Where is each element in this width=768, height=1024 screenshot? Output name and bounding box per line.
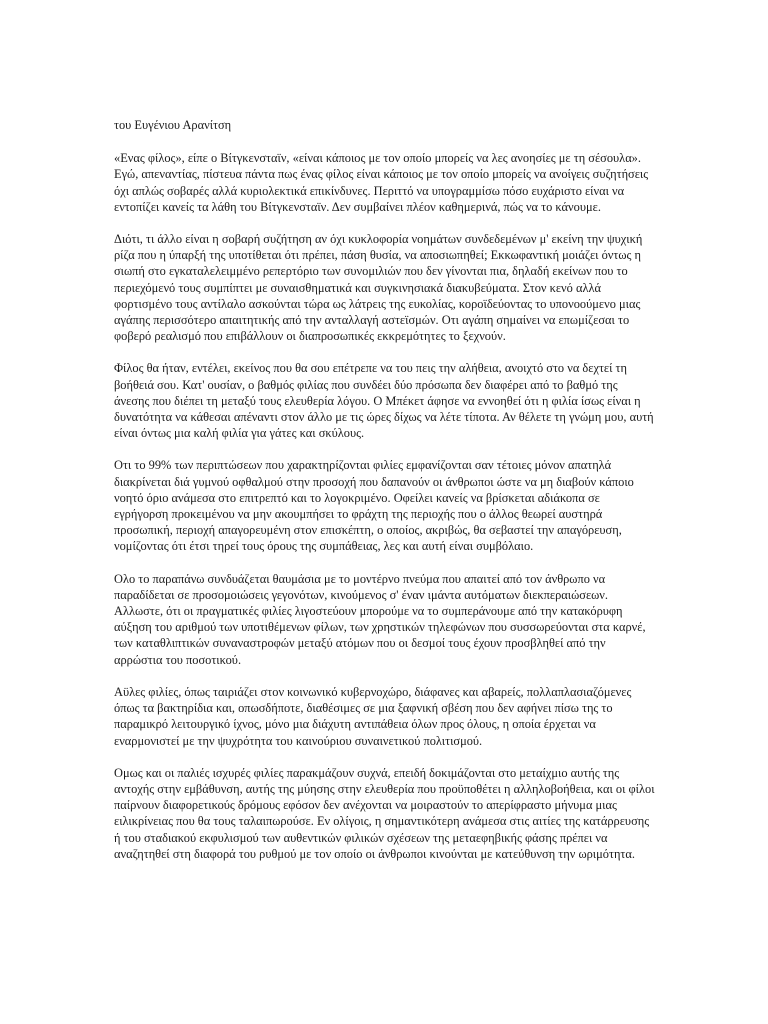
paragraph-2: Διότι, τι άλλο είναι η σοβαρή συζήτηση αν όχι κυκλοφορία νοημάτων συνδεδεμένων μ' εκείνη την ψυχική ρίζα που η ύπαρξή της υποτίθεται ότι πρέπει, πάση θυσία, να αποσιωπηθεί; Εκκωφαντική μοιάζει όντως η σιωπή στο εγκαταλελειμμένο ρεπερτόριο των συνομιλιών που δεν γίνονται πια, δηλαδή εκείνων που το περιεχόμενό τους συμπίπτει με συναισθηματικά και συγκινησιακά διακυβεύματα. Στον κενό αλλά φορτισμένο τους αντίλαλο ασκούνται τώρα ως λάτρεις της ευκολίας, κοροϊδεύοντας το υπονοούμενο μιας αγάπης περισσότερο απαιτητικής από την ανταλλαγή αστεϊσμών. Οτι αγάπη σημαίνει να επωμίζεσαι το φοβερό ρεαλισμό που επιβάλλουν οι διαπροσωπικές εκκρεμότητες το ξεχνούν. [114, 232, 643, 344]
paragraph-4: Οτι το 99% των περιπτώσεων που χαρακτηρίζονται φιλίες εμφανίζονται σαν τέτοιες μόνον απατηλά διακρίνεται διά γυμνού οφθαλμού στην προσοχή που δαπανούν οι άνθρωποι ώστε να μη διαβούν κάποιο νοητό όριο ανάμεσα στο επιτρεπτό και το λογοκριμένο. Οφείλει κανείς να βρίσκεται αδιάκοπα σε εγρήγορση προκειμένου να μην ακουμπήσει το φράχτη της περιοχής που ο άλλος θεωρεί αυστηρά προσωπική, περιοχή απαγορευμένη στον επισκέπτη, ο οποίος, ακριβώς, θα σεβαστεί την απαγόρευση, νομίζοντας ότι έτσι τηρεί τους όρους της συμπάθειας, λες και αυτή είναι συμβόλαιο. [114, 458, 634, 554]
paragraph-5: Ολο το παραπάνω συνδυάζεται θαυμάσια με το μοντέρνο πνεύμα που απαιτεί από τον άνθρωπο να παραδίδεται σε προσομοιώσεις γεγονότων, κινούμενος σ' έναν ιμάντα αυτόματων διεκπεραιώσεων. Αλλωστε, ότι οι πραγματικές φιλίες λιγοστεύουν μπορούμε να το συμπεράνουμε από την κατακόρυφη αύξηση του αριθμού των υποτιθέμενων φίλων, των χρηστικών τηλεφώνων που συσσωρεύονται στα καρνέ, των καταθλιπτικών συναναστροφών μεταξύ ατόμων που οι δεσμοί τους έχουν προσβληθεί από την αρρώστια του ποσοτικού. [114, 571, 646, 667]
author-line: του Ευγένιου Αρανίτση [114, 118, 232, 132]
paragraph-3: Φίλος θα ήταν, εντέλει, εκείνος που θα σου επέτρεπε να του πεις την αλήθεια, ανοιχτό στο να δεχτεί τη βοήθειά σου. Κατ' ουσίαν, ο βαθμός φιλίας που συνδέει δύο πρόσωπα δεν διαφέρει από το βαθμό της άνεσης που διέπει τη μεταξύ τους ελευθερία λόγου. Ο Μπέκετ άφησε να εννοηθεί ότι η φιλία ίσως είναι η δυνατότητα να κάθεσαι απέναντι στον άλλο με τις ώρες δίχως να λέτε τίποτα. Αν θέλετε τη γνώμη μου, αυτή είναι όντως μια καλή φιλία για γάτες και σκύλους. [114, 361, 654, 441]
paragraph-7: Ομως και οι παλιές ισχυρές φιλίες παρακμάζουν συχνά, επειδή δοκιμάζονται στο μεταίχμιο αυτής της αντοχής στην εμβάθυνση, αυτής της μύησης στην ελευθερία που προϋποθέτει η αλληλοβοήθεια, και οι φίλοι παίρνουν διαφορετικούς δρόμους εφόσον δεν ανέχονται να μοιραστούν το απερίφραστο μήνυμα μιας ειλικρίνειας που θα τους ταλαιπωρούσε. Εν ολίγοις, η σημαντικότερη ανάμεσα στις αιτίες της κατάρρευσης ή του σταδιακού εκφυλισμού των αυθεντικών φιλικών σχέσεων της μεταεφηβικής φάσης πρέπει να αναζητηθεί στη διαφορά του ρυθμού με τον οποίο οι άνθρωποι κινούνται με κατεύθυνση την ωριμότητα. [114, 765, 655, 861]
paragraph-1: «Ενας φίλος», είπε ο Βίτγκενσταϊν, «είναι κάποιος με τον οποίο μπορείς να λες ανοησίες με τη σέσουλα». Εγώ, απεναντίας, πίστευα πάντα πως ένας φίλος είναι κάποιος με τον οποίο μπορείς να ανοίγεις συζητήσεις όχι απλώς σοβαρές αλλά κυριολεκτικά επικίνδυνες. Περιττό να υπογραμμίσω πόσο ευχάριστο είναι να εντοπίζει κανείς τα λάθη του Βίτγκενσταϊν. Δεν συμβαίνει πλέον καθημερινά, πώς να το κάνουμε. [114, 151, 649, 214]
document-page [114, 117, 656, 878]
paragraph-6: Αϋλες φιλίες, όπως ταιριάζει στον κοινωνικό κυβερνοχώρο, διάφανες και αβαρείς, πολλαπλασιαζόμενες όπως τα βακτηρίδια και, οπωσδήποτε, διαθέσιμες σε μια ξαφνική σβέση που δεν αφήνει πίσω της το παραμικρό λειτουργικό ίχνος, μόνο μια διάχυτη αντιπάθεια όλων προς όλους, η οποία έρχεται να εναρμονιστεί με την ψυχρότητα του καινούριου συναινετικού πολιτισμού. [114, 684, 632, 748]
